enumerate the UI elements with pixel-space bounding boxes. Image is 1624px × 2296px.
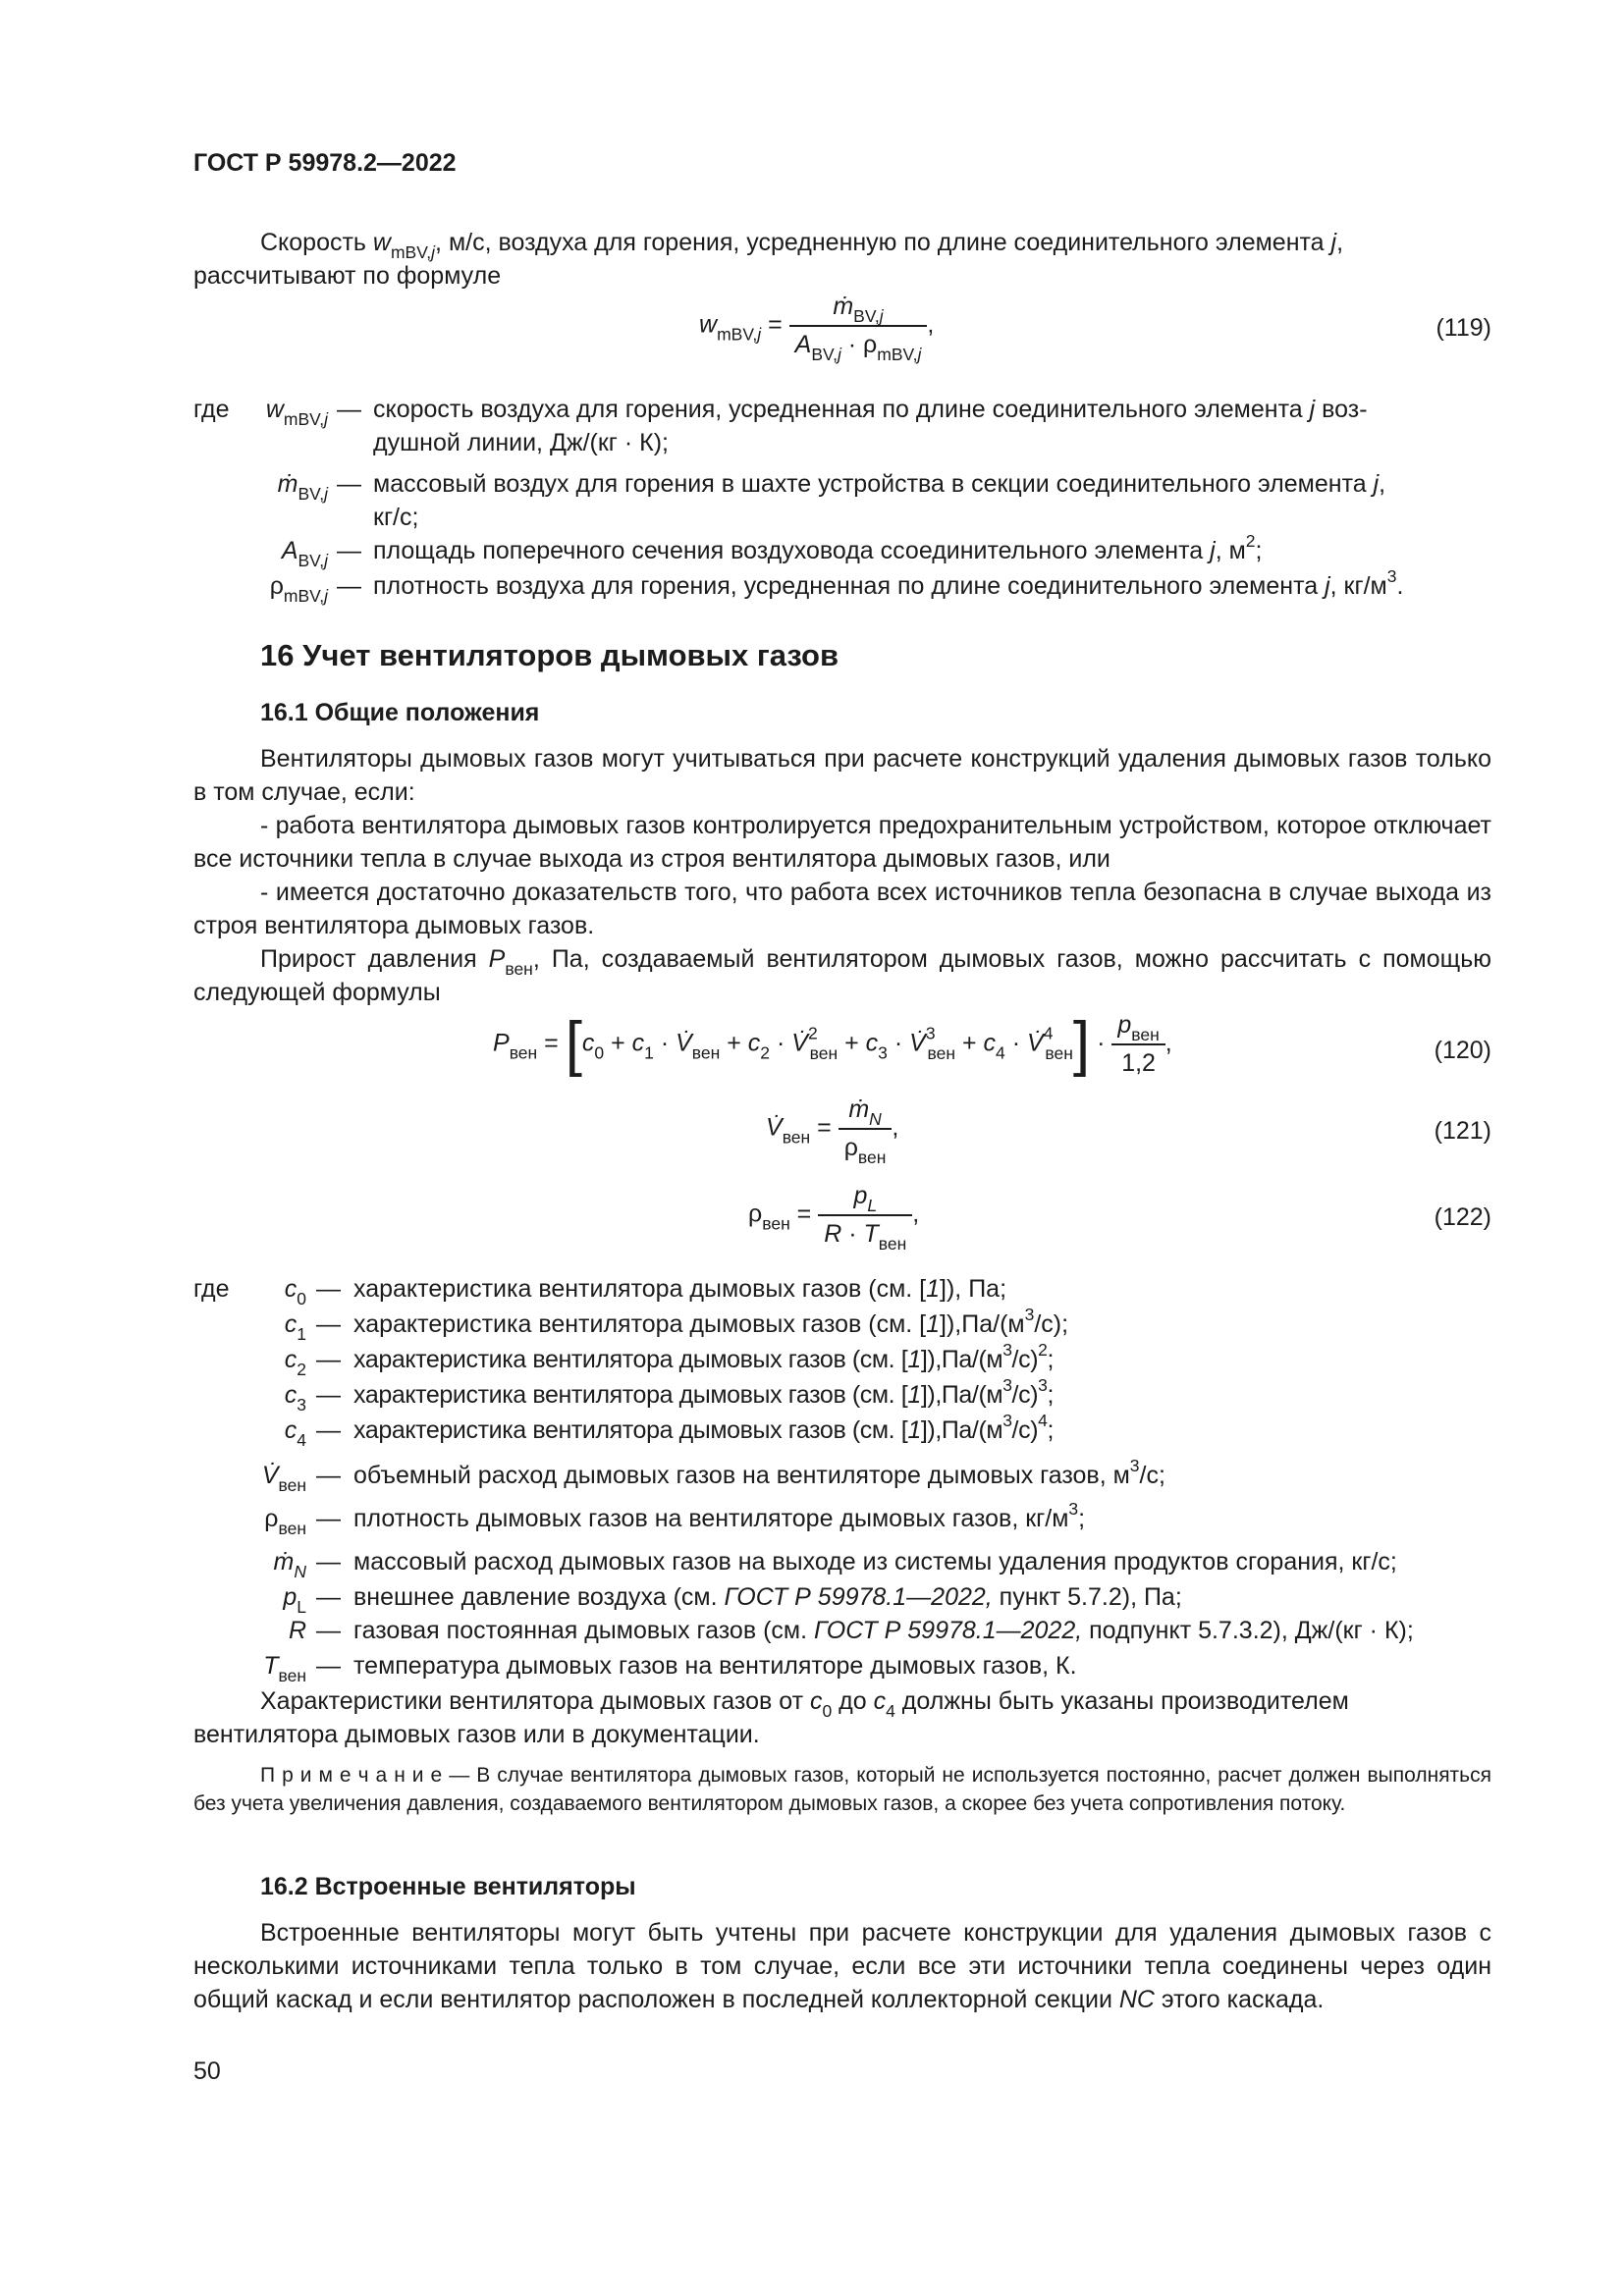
section-16-2-title: 16.2 Встроенные вентиляторы — [260, 1873, 636, 1900]
equation-121: $V̇_{вен}$ = $\frac{ṁ_N}{\rho_{вен}}$ , — [766, 1095, 899, 1167]
equation-number-122: (122) — [1434, 1203, 1491, 1231]
equation-119: $w_{mBV,j}$ = $\frac{ṁ_{BV,j}}{A_{BV,j} \cdot \rho_{mBV,j}}$ , — [699, 293, 935, 364]
equation-122: $\rho_{вен}$ = $\frac{p_L}{R \cdot T_{вен}}$ , — [748, 1182, 920, 1254]
section-16-1-title: 16.1 Общие положения — [260, 699, 540, 726]
intro-paragraph-119: Скорость $w_{mBV,j}$, м/с, воздуха для горения, усредненную по длине соединительного элемента j, рассчитывают по формуле — [193, 229, 1344, 290]
section-16-1-paragraph-4: Прирост давления $P_{вен}$, Па, создаваемый вентилятором дымовых газов, можно рассчитать с помощью следующей формулы — [193, 945, 1491, 1006]
section-16-title: 16 Учет вентиляторов дымовых газов — [260, 638, 839, 672]
where-label-119: где — [193, 396, 230, 423]
characteristics-paragraph: Характеристики вентилятора дымовых газов от $c_0$ до $c_4$ должны быть указаны производителем вентилятора дымовых газов или в документации. — [193, 1687, 1349, 1748]
section-16-1-paragraph-3: - имеется достаточно доказательств того, что работа всех источников тепла безопасна в случае выхода из строя вентилятора дымовых газов. — [193, 879, 1491, 939]
equation-number-120: (120) — [1434, 1037, 1491, 1064]
equation-number-121: (121) — [1434, 1117, 1491, 1145]
page-number: 50 — [193, 2057, 221, 2085]
section-16-2-paragraph: Встроенные вентиляторы могут быть учтены при расчете конструкции для удаления дымовых газов с несколькими источниками тепла только в том случае, если все эти источники тепла соединены через один общий каскад и если вентилятор расположен в последней коллекторной секции NC этого каскада. — [193, 1919, 1491, 2013]
where-label-120: где — [193, 1275, 230, 1303]
equation-number-119: (119) — [1435, 314, 1491, 342]
section-16-1-paragraph-1: Вентиляторы дымовых газов могут учитываться при расчете конструкций удаления дымовых газов только в том случае, если: — [193, 745, 1491, 806]
document-header: ГОСТ Р 59978.2—2022 — [193, 149, 457, 177]
note-paragraph: П р и м е ч а н и е — В случае вентилятора дымовых газов, который не используется постоянно, расчет должен выполняться без учета увеличения давления, создаваемого вентилятором дымовых газов, а скорее без учета сопротивления потоку. — [193, 1764, 1491, 1815]
section-16-1-paragraph-2: - работа вентилятора дымовых газов контролируется предохранительным устройством, которое отключает все источники тепла в случае выхода из строя вентилятора дымовых газов, или — [193, 812, 1491, 873]
equation-120: $P_{вен} = [c_0 + c_1$ · $V̇_{вен} + c_2$ · V̇$^2_{вен}$ + $c_3$ · V̇$^3_{вен}$ + $c_4$ · V̇$^4_{вен}$] · $\frac{p_{вен}}{1,2}$ , — [493, 1010, 1172, 1078]
